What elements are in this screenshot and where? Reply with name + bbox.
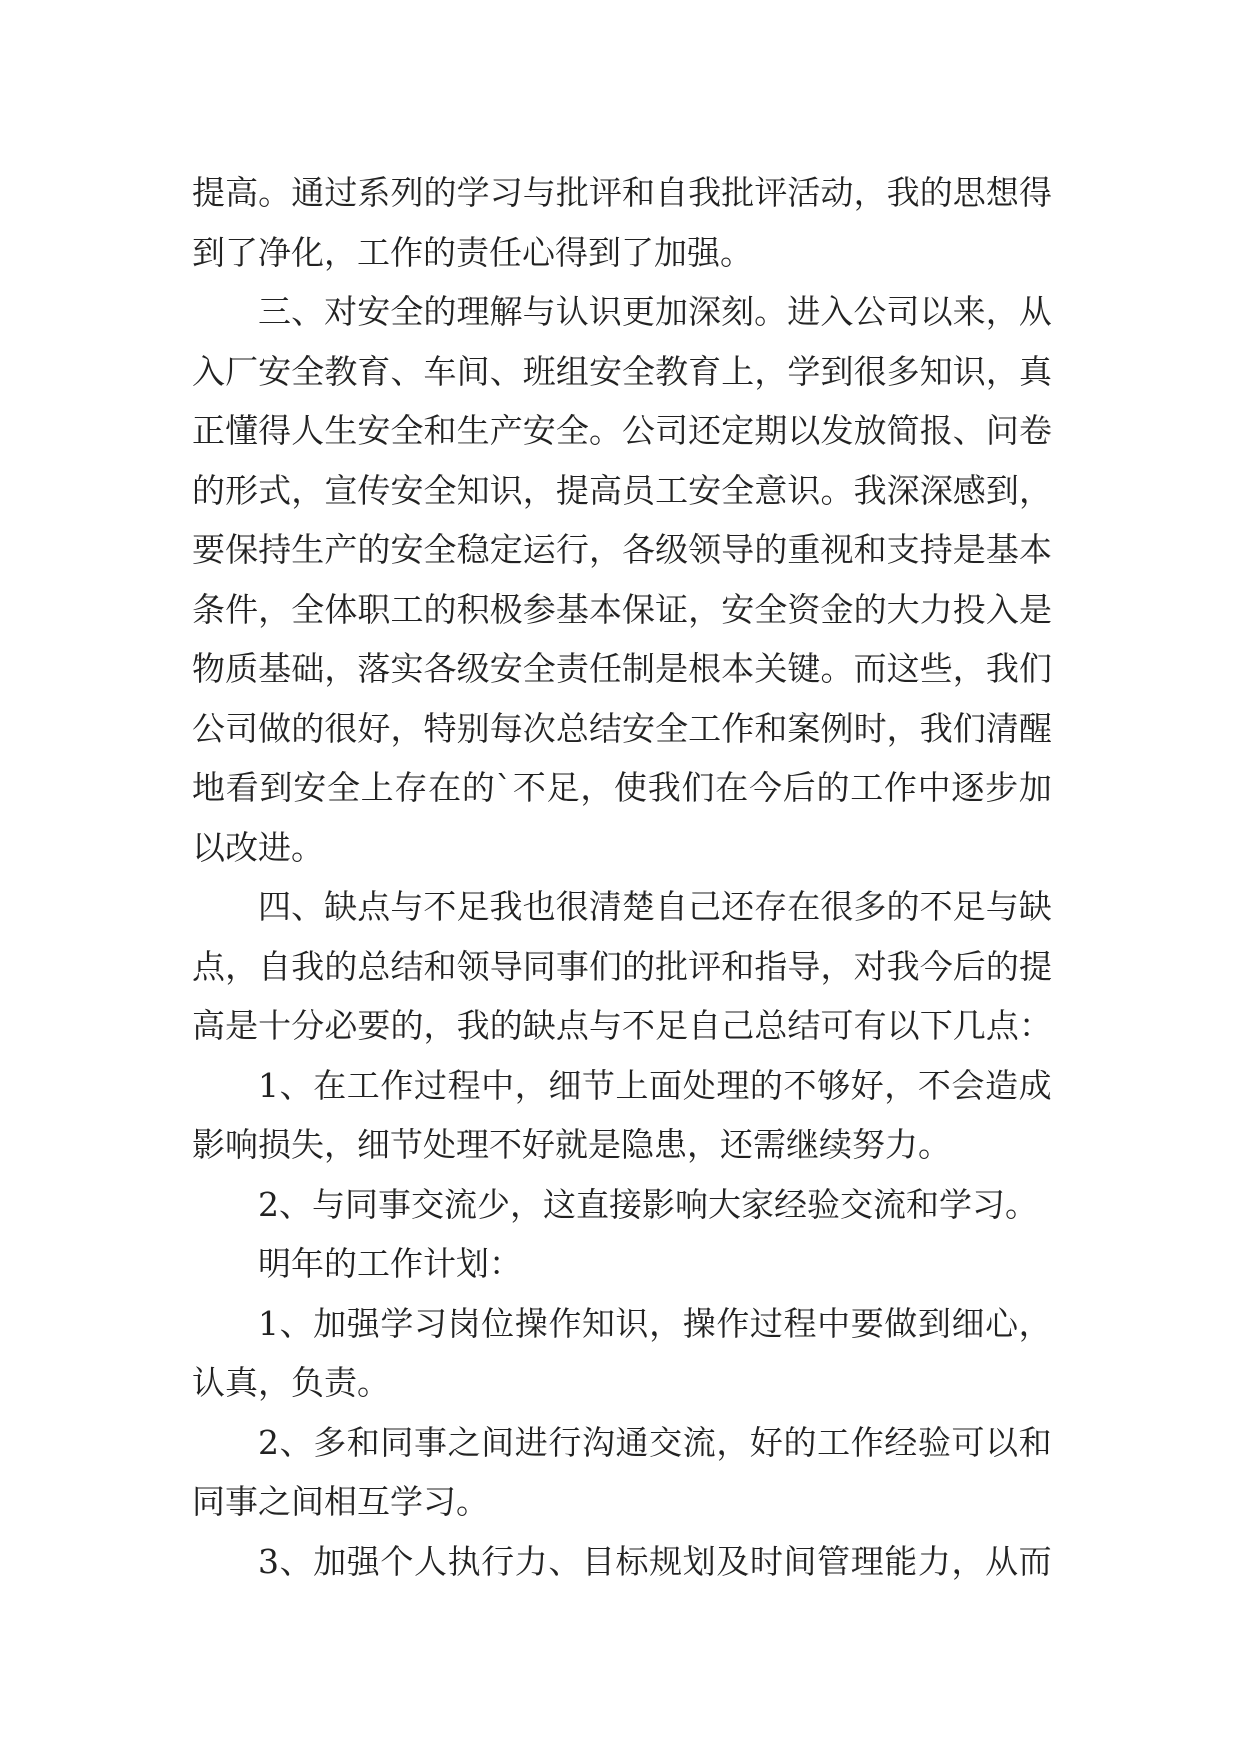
text-line: 的 形 式 ， 宣 传 安 全 知 识 ， 提 高 员 工 安 全 意 识 。 我 深 深 感 到 ， [192, 470, 1052, 510]
text-line: 2 、 多 和 同 事 之 间 进 行 沟 通 交 流 ， 好 的 工 作 经 验 可 以 和 [258, 1422, 1052, 1462]
text-line: 四 、 缺 点 与 不 足 我 也 很 清 楚 自 己 还 存 在 很 多 的 不 足 与 缺 [258, 887, 1052, 926]
text-line: 三 、 对 安 全 的 理 解 与 认 识 更 加 深 刻 。 进 入 公 司 以 来 ， 从 [258, 292, 1052, 331]
text-line: 认真，负责。 [192, 1363, 390, 1402]
text-line: 以改进。 [192, 827, 324, 867]
text-line: 2、与同事交流少，这直接影响大家经验交流和学习。 [258, 1184, 1038, 1224]
text-line: 正 懂 得 人 生 安 全 和 生 产 安 全 。 公 司 还 定 期 以 发 放 简 报 、 问 卷 [192, 411, 1052, 450]
text-line: 条 件 ， 全 体 职 工 的 积 极 参 基 本 保 证 ， 安 全 资 金 的 大 力 投 入 是 [192, 589, 1052, 629]
text-line: 地 看 到 安 全 上 存 在 的 ` 不 足 ， 使 我 们 在 今 后 的 工 作 中 逐 步 加 [192, 768, 1052, 807]
text-line: 明年的工作计划： [258, 1244, 522, 1283]
text-line: 公 司 做 的 很 好 ， 特 别 每 次 总 结 安 全 工 作 和 案 例 时 ， 我 们 清 醒 [192, 708, 1052, 748]
text-line: 影响损失，细节处理不好就是隐患，还需继续努力。 [192, 1125, 951, 1164]
text-line: 1 、 在 工 作 过 程 中 ， 细 节 上 面 处 理 的 不 够 好 ， 不 会 造 成 [258, 1065, 1052, 1105]
text-line: 点 ， 自 我 的 总 结 和 领 导 同 事 们 的 批 评 和 指 导 ， 对 我 今 后 的 提 [192, 946, 1052, 986]
text-line: 入 厂 安 全 教 育 、 车 间 、 班 组 安 全 教 育 上 ， 学 到 很 多 知 识 ， 真 [192, 351, 1052, 391]
text-line: 到了净化，工作的责任心得到了加强。 [192, 232, 753, 272]
text-line: 要 保 持 生 产 的 安 全 稳 定 运 行 ， 各 级 领 导 的 重 视 和 支 持 是 基 本 [192, 530, 1052, 569]
text-line: 3 、 加 强 个 人 执 行 力 、 目 标 规 划 及 时 间 管 理 能 力 ， 从 而 [258, 1541, 1052, 1581]
text-line: 高 是 十 分 必 要 的 ， 我 的 缺 点 与 不 足 自 己 总 结 可 有 以 下 几 点 ： [192, 1006, 1052, 1045]
text-line: 1 、 加 强 学 习 岗 位 操 作 知 识 ， 操 作 过 程 中 要 做 到 细 心 ， [258, 1303, 1052, 1343]
document-body [192, 163, 1052, 1591]
text-line: 物 质 基 础 ， 落 实 各 级 安 全 责 任 制 是 根 本 关 键 。 而 这 些 ， 我 们 [192, 649, 1052, 688]
text-line: 提 高 。 通 过 系 列 的 学 习 与 批 评 和 自 我 批 评 活 动 ， 我 的 思 想 得 [192, 173, 1052, 212]
text-line: 同事之间相互学习。 [192, 1482, 489, 1521]
